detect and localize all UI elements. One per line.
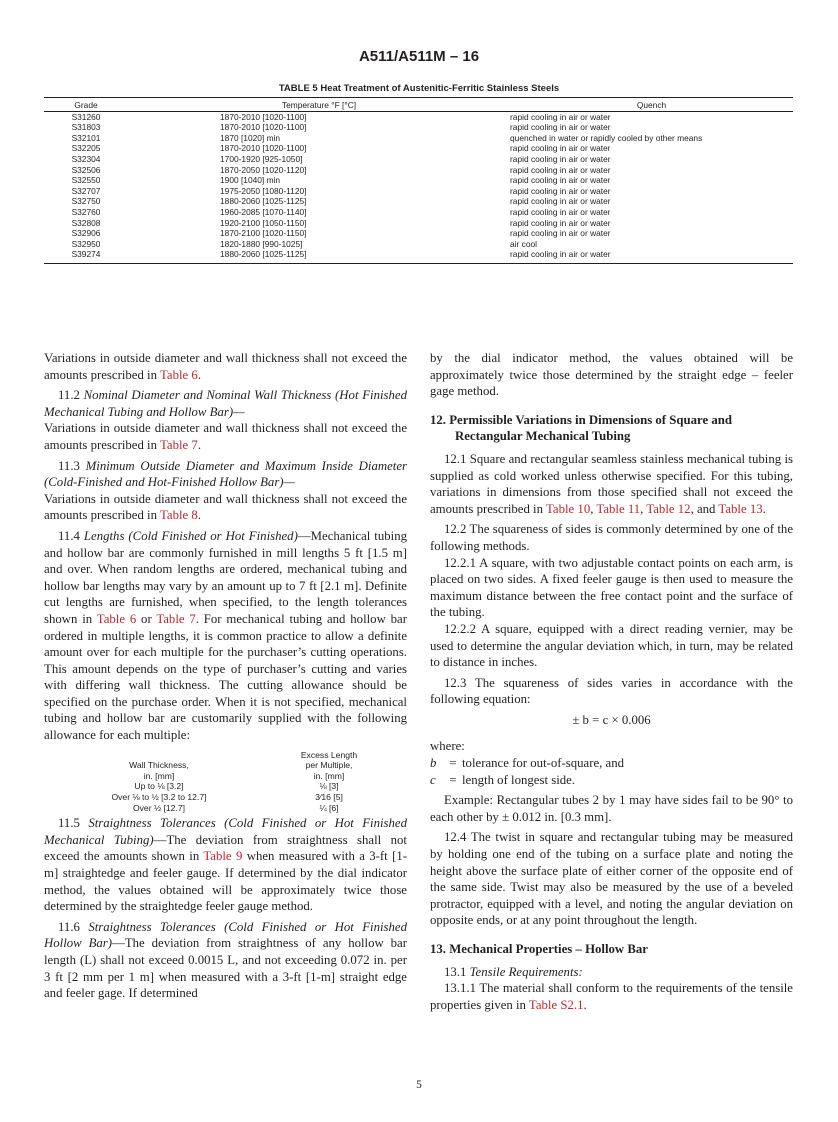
cell-quench: rapid cooling in air or water	[510, 143, 611, 154]
table-s2-1-link[interactable]: Table S2.1	[528, 997, 584, 1012]
cell-temperature: 1870-2010 [1020-1100]	[220, 111, 307, 122]
cell-temperature: 1870-2010 [1020-1100]	[220, 122, 307, 133]
cell-wall-thickness: Up to ⅛ [3.2]	[134, 781, 184, 792]
section-11-5-title: Straightness Tolerances (Cold Finished or Hot Finished Mechanical Tubing)	[44, 816, 407, 847]
allowance-header-wall-thickness: Wall Thickness, in. [mm]	[129, 760, 189, 781]
cell-temperature: 1700-1920 [925-1050]	[220, 153, 303, 164]
cell-grade: S32906	[71, 228, 101, 239]
cutting-allowance-table	[74, 750, 394, 814]
cell-temperature: 1960-2085 [1070-1140]	[220, 206, 307, 217]
table-row	[44, 186, 793, 197]
table-7-link[interactable]: Table 7	[156, 611, 196, 626]
cell-quench: rapid cooling in air or water	[510, 228, 611, 239]
cell-grade: S32707	[71, 185, 101, 196]
paragraph-12-2-1: 12.2.1 A square, with two adjustable contact points on each arm, is placed on two sides. A fixed feeler gauge is then used to measure the maximum distance between the free contact point and the surface of the tubing.	[430, 555, 793, 620]
section-11-3-title: Minimum Outside Diameter and Maximum Inside Diameter (Cold-Finished and Hot-Finished Hollow Bar)—	[44, 458, 407, 490]
cell-grade: S32950	[71, 238, 101, 249]
table-9-link[interactable]: Table 9	[203, 849, 243, 864]
cell-quench: rapid cooling in air or water	[510, 196, 611, 207]
cell-grade: S32760	[71, 206, 101, 217]
variable-c-definition: c = length of longest side.	[430, 772, 576, 787]
table-row	[44, 133, 793, 144]
table-11-link[interactable]: Table 11	[596, 501, 641, 516]
example-paragraph: Example: Rectangular tubes 2 by 1 may have sides fail to be 90° to each other by ± 0.012 in. [0.3 mm].	[430, 793, 793, 824]
document-designation: A511/A511M – 16	[358, 48, 480, 65]
section-11-6-title: Straightness Tolerances (Cold Finished or Hot Finished Hollow Bar)	[44, 919, 407, 951]
cell-temperature: 1870-2010 [1020-1100]	[220, 143, 307, 154]
table-row	[44, 228, 793, 239]
paragraph-11-6: 11.6 Straightness Tolerances (Cold Finished or Hot Finished Hollow Bar)—The deviation from straightness of any hollow bar length (L) shall not exceed 0.0015 L, and not exceeding 0.072 in. per 3 ft [2 mm per 1 m] when measured with a 3-ft [1-m] straight edge and feeler gage. If determined	[44, 919, 407, 1001]
table-13-link[interactable]: Table 13	[718, 501, 763, 516]
table-5-body	[44, 111, 793, 263]
cell-temperature: 1975-2050 [1080-1120]	[220, 185, 307, 196]
paragraph-11-5: 11.5 Straightness Tolerances (Cold Finished or Hot Finished Mechanical Tubing)—The deviation from straightness shall not exceed the amounts shown in Table 9 when measured with a 3-ft [1-m] straightedge and feeler gauge. If determined by the dial indicator method, the values obtained will be approximately twice those determined by the straightedge feeler gauge method.	[44, 816, 407, 914]
allowance-header-row	[74, 750, 394, 782]
cell-excess-length: ¼ [6]	[319, 802, 339, 813]
column-header-quench: Quench	[510, 98, 793, 112]
right-column	[430, 350, 793, 1013]
cell-wall-thickness: Over ½ [12.7]	[132, 802, 186, 813]
table-6-link[interactable]: Table 6	[159, 367, 198, 382]
table-row	[44, 218, 793, 229]
column-header-temperature: Temperature °F [°C]	[128, 98, 510, 112]
allowance-body	[74, 781, 394, 813]
cell-temperature: 1870-2100 [1020-1150]	[220, 228, 307, 239]
variable-b-definition: b = tolerance for out-of-square, and	[430, 756, 625, 771]
paragraph-11-6-continued: by the dial indicator method, the values obtained will be approximately twice those determined by the straight edge – feeler gage method.	[430, 351, 793, 399]
table-row	[44, 143, 793, 154]
cell-grade: S31260	[71, 111, 101, 122]
table-row	[44, 239, 793, 250]
page-number: 5	[416, 1079, 422, 1091]
cell-temperature: 1920-2100 [1050-1150]	[220, 217, 307, 228]
allowance-row	[74, 781, 394, 792]
where-label: where:	[430, 739, 465, 754]
cell-grade: S32808	[71, 217, 101, 228]
table-row	[44, 196, 793, 207]
cell-grade: S32550	[71, 175, 101, 186]
section-11-2-title: Nominal Diameter and Nominal Wall Thickness (Hot Finished Mechanical Tubing and Hollow Bar)—	[44, 388, 407, 419]
table-row	[44, 122, 793, 133]
paragraph-11-1-continued: Variations in outside diameter and wall thickness shall not exceed the amounts prescribed in Table 6.	[44, 351, 407, 382]
cell-quench: rapid cooling in air or water	[510, 111, 611, 122]
paragraph-12-4: 12.4 The twist in square and rectangular tubing may be measured by holding one end of the tubing on a surface plate and noting the height above the surface plate of either corner of the opposite end of the same side. Twist may also be measured by the use of a beveled protractor, equipped with a level, and noting the angular deviation on opposite ends, or at any point throughout the length.	[430, 830, 793, 928]
table-6-link[interactable]: Table 6	[96, 611, 137, 626]
cell-quench: air cool	[510, 238, 537, 249]
cell-excess-length: ⅛ [3]	[319, 781, 339, 792]
table-8-link[interactable]: Table 8	[159, 508, 198, 523]
cell-temperature: 1880-2060 [1025-1125]	[220, 196, 307, 207]
section-11-4-title: Lengths (Cold Finished or Hot Finished)	[83, 528, 298, 543]
paragraph-11-3: 11.3 Minimum Outside Diameter and Maximum Inside Diameter (Cold-Finished and Hot-Finished Hollow Bar)— Variations in outside diameter and wall thickness shall not exceed the amounts prescribed in Table 8.	[44, 458, 407, 523]
paragraph-11-2: 11.2 Nominal Diameter and Nominal Wall Thickness (Hot Finished Mechanical Tubing and Hollow Bar)— Variations in outside diameter and wall thickness shall not exceed the amounts prescribed in Table 7.	[44, 388, 407, 452]
cell-grade: S32506	[71, 164, 101, 175]
table-7-link[interactable]: Table 7	[159, 437, 198, 452]
cell-grade: S31803	[71, 122, 101, 133]
cell-quench: rapid cooling in air or water	[510, 249, 793, 263]
allowance-row	[74, 792, 394, 803]
cell-quench: quenched in water or rapidly cooled by other means	[510, 132, 703, 143]
table-row	[44, 111, 793, 122]
cell-grade: S32101	[71, 132, 101, 143]
cell-temperature: 1880-2060 [1025-1125]	[128, 249, 510, 263]
allowance-row	[74, 803, 394, 814]
left-column	[44, 350, 407, 1002]
paragraph-12-1: 12.1 Square and rectangular seamless stainless mechanical tubing is supplied as cold worked unless otherwise specified. For this tubing, variations in dimensions from those specified shall not exceed the amounts prescribed in Table 10, Table 11, Table 12, and Table 13.	[430, 451, 793, 516]
paragraph-12-2: 12.2 The squareness of sides is commonly determined by one of the following methods.	[430, 522, 793, 553]
table-10-link[interactable]: Table 10	[545, 501, 591, 516]
cell-quench: rapid cooling in air or water	[510, 164, 611, 175]
table-row	[44, 154, 793, 165]
table-12-link[interactable]: Table 12	[646, 501, 691, 516]
cell-temperature: 1900 [1040] min	[220, 175, 281, 186]
paragraph-13-1-1: 13.1.1 The material shall conform to the requirements of the tensile properties given in Table S2.1.	[430, 981, 793, 1012]
table-5-caption: TABLE 5 Heat Treatment of Austenitic-Ferritic Stainless Steels	[278, 83, 560, 94]
table-row	[44, 249, 793, 263]
cell-grade: S32304	[71, 153, 101, 164]
paragraph-12-2-2: 12.2.2 A square, equipped with a direct reading vernier, may be used to determine the angular deviation which, in turn, may be related to distance in inches.	[430, 621, 793, 670]
cell-excess-length: 3⁄16 [5]	[315, 792, 343, 803]
table-5-heat-treatment	[44, 97, 793, 264]
cell-quench: rapid cooling in air or water	[510, 185, 611, 196]
column-header-grade: Grade	[44, 98, 128, 112]
table-row	[44, 207, 793, 218]
table-header-row	[44, 98, 793, 112]
section-13-heading: 13. Mechanical Properties – Hollow Bar	[430, 942, 648, 956]
cell-temperature: 1820-1880 [990-1025]	[220, 238, 303, 249]
cell-quench: rapid cooling in air or water	[510, 153, 611, 164]
squareness-equation: ± b = c × 0.006	[572, 712, 651, 727]
paragraph-12-3: 12.3 The squareness of sides varies in accordance with the following equation:	[430, 675, 793, 707]
cell-quench: rapid cooling in air or water	[510, 206, 611, 217]
allowance-header-excess-length: Excess Length per Multiple, in. [mm]	[300, 749, 358, 781]
table-row	[44, 175, 793, 186]
cell-grade: S32205	[71, 143, 101, 154]
cell-temperature: 1870-2050 [1020-1120]	[220, 164, 307, 175]
paragraph-13-1: 13.1 Tensile Requirements:	[444, 964, 583, 979]
cell-quench: rapid cooling in air or water	[510, 175, 611, 186]
section-12-heading: 12. Permissible Variations in Dimensions of Square and Rectangular Mechanical Tubing	[430, 412, 732, 444]
cell-grade: S39274	[44, 249, 128, 263]
cell-quench: rapid cooling in air or water	[510, 217, 611, 228]
cell-grade: S32750	[71, 196, 101, 207]
cell-wall-thickness: Over ⅛ to ½ [3.2 to 12.7]	[111, 792, 207, 803]
cell-quench: rapid cooling in air or water	[510, 122, 611, 133]
paragraph-11-4: 11.4 Lengths (Cold Finished or Hot Finished)—Mechanical tubing and hollow bar are commonly furnished in mill lengths 5 ft [1.5 m] and over. When random lengths are ordered, mechanical tubing and hollow bar lengths may vary by an amount up to 7 ft [2.1 m]. Definite cut lengths are furnished, when specified, to the length tolerances shown in Table 6 or Table 7. For mechanical tubing and hollow bar ordered in multiple lengths, it is common practice to allow a definite amount over for each multiple for the purchaser’s cutting operations. This amount depends on the type of purchaser’s cutting and varies with differing wall thickness. The cutting allowance should be specified on the purchase order. When it is not specified, mechanical tubing and hollow bar are customarily supplied with the following allowance for each multiple:	[44, 528, 408, 743]
table-row	[44, 165, 793, 176]
cell-temperature: 1870 [1020] min	[220, 132, 281, 143]
